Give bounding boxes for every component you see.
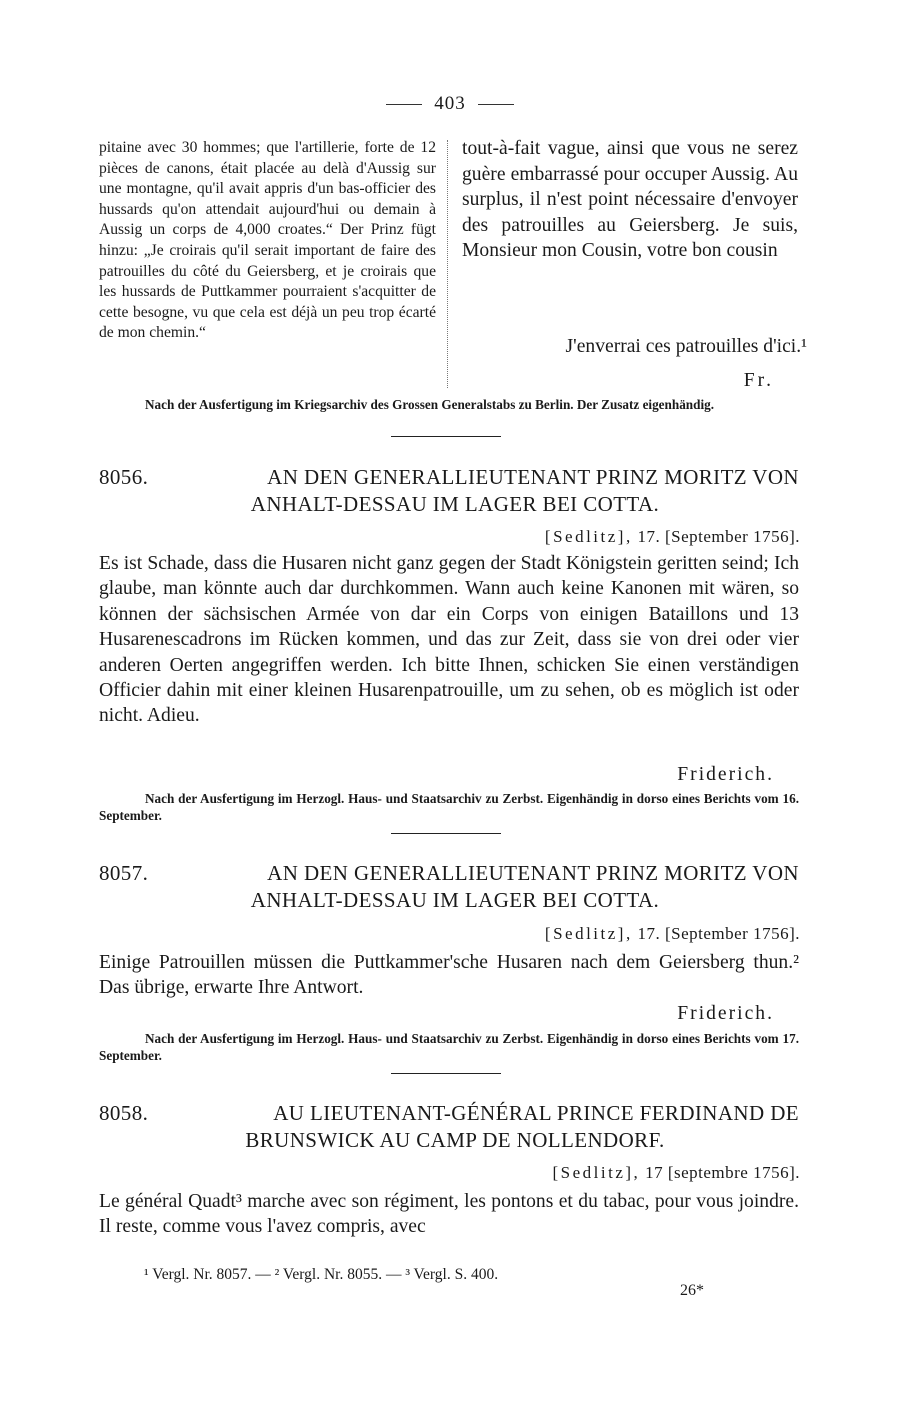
section-rule [391,436,501,437]
left-column [99,138,436,344]
dateline-8057 [545,924,800,944]
letter-heading-8057 [99,860,799,914]
letter-number: 8056. [99,465,149,489]
left-column-text: pitaine avec 30 hommes; que l'artillerie, forte de 12 pièces de canons, était placée au delà d'Aussig sur une montagne, qu'il avait appris d'un bas-officier des hussards qu'on attendait aujourd'hui ou demain à Aussig un corps de 4,000 croates.“ Der Prinz fügt hinzu: „Je croirais qu'il serait important de faire des patrouilles du côté du Geiersberg, et je croirais que les hussards de Puttkammer pourraient s'acquitter de cette besogne, vu que cela est déjà un peu trop écarté de mon chemin.“ [99,139,436,342]
letter-body-text: Le général Quadt³ marche avec son régiment, les pontons et du tabac, pour vous joindre. Il reste, comme vous l'avez compris, avec [99,1191,799,1238]
footnotes: ¹ Vergl. Nr. 8057. — ² Vergl. Nr. 8055. — ³ Vergl. S. 400. [144,1266,499,1283]
dateline-date: 17 [septembre 1756]. [645,1163,800,1182]
heading-line-2: ANHALT-DESSAU IM LAGER BEI COTTA. [250,492,660,516]
page-number-dash-left [386,104,422,105]
section-rule [391,1073,501,1074]
right-column [462,136,798,264]
heading-line-1: AN DEN GENERALLIEUTENANT PRINZ MORITZ VON [267,861,799,885]
page-number [0,93,900,115]
letter-number: 8057. [99,861,149,885]
heading-line-1: AU LIEUTENANT-GÉNÉRAL PRINCE FERDINAND DE [273,1101,799,1125]
letter-number: 8058. [99,1101,149,1125]
source-note-8055-text: Nach der Ausfertigung im Kriegsarchiv des Grossen Generalstabs zu Berlin. Der Zusatz eigenhändig. [145,397,715,412]
dateline-8058 [553,1163,800,1183]
right-signature: Fr. [743,370,774,391]
source-note-text: Nach der Ausfertigung im Herzogl. Haus- und Staatsarchiv zu Zerbst. Eigenhändig in dorso eines Berichts vom 16. September. [99,791,799,823]
letter-heading-8058 [99,1100,799,1154]
source-note-text: Nach der Ausfertigung im Herzogl. Haus- und Staatsarchiv zu Zerbst. Eigenhändig in dorso eines Berichts vom 17. September. [99,1031,799,1063]
section-rule [391,833,501,834]
dateline-8056 [545,527,800,547]
letter-body-8057 [99,950,799,1001]
heading-line-2: ANHALT-DESSAU IM LAGER BEI COTTA. [250,888,660,912]
dateline-place: [Sedlitz], [552,1163,641,1182]
dateline-date: 17. [September 1756]. [637,924,800,943]
letter-body-text: Es ist Schade, dass die Husaren nicht ganz gegen der Stadt Königstein geritten seind; Ich glaube, man könnte auch dar durchkommen. Wann auch keine Kanonen mit wären, so können der sächsischen Armée von dar ein Corps von einigen Bataillons und 13 Husarenescadrons im Rücken kommen, und das zur Zeit, dass sie von drei oder vier anderen Oerten angegriffen werden. Ich bitte Ihnen, schicken Sie einen verständigen Officier dahin mit einer kleinen Husarenpatrouille, um zu sehen, ob es möglich ist oder nicht. Adieu. [99,553,799,727]
column-divider [447,140,448,388]
dateline-place: [Sedlitz], [544,924,633,943]
sheet-signature-mark: 26* [680,1282,704,1299]
letter-body-text: Einige Patrouillen müssen die Puttkammer'sche Husaren nach dem Geiersberg thun.² Das übrige, erwarte Ihre Antwort. [99,952,799,999]
page-number-dash-right [478,104,514,105]
signature-8057: Friderich. [677,1003,774,1024]
dateline-place: [Sedlitz], [544,527,633,546]
heading-line-1: AN DEN GENERALLIEUTENANT PRINZ MORITZ VON [267,465,799,489]
heading-line-2: BRUNSWICK AU CAMP DE NOLLENDORF. [245,1128,665,1152]
letter-heading-8056 [99,464,799,518]
source-note-8057 [99,1031,799,1064]
dateline-date: 17. [September 1756]. [637,527,800,546]
source-note-8055 [99,397,799,414]
page-number-text: 403 [434,93,466,114]
signature-8056: Friderich. [677,764,774,785]
letter-body-8056 [99,551,799,729]
source-note-8056 [99,791,799,824]
right-column-text: tout-à-fait vague, ainsi que vous ne serez guère embarrassé pour occuper Aussig. Au surplus, il n'est point nécessaire d'envoyer des patrouilles au Geiersberg. Je suis, Monsieur mon Cousin, votre bon cousin [462,138,798,262]
letter-body-8058 [99,1189,799,1240]
right-quote: J'enverrai ces patrouilles d'ici.¹ [565,336,807,357]
